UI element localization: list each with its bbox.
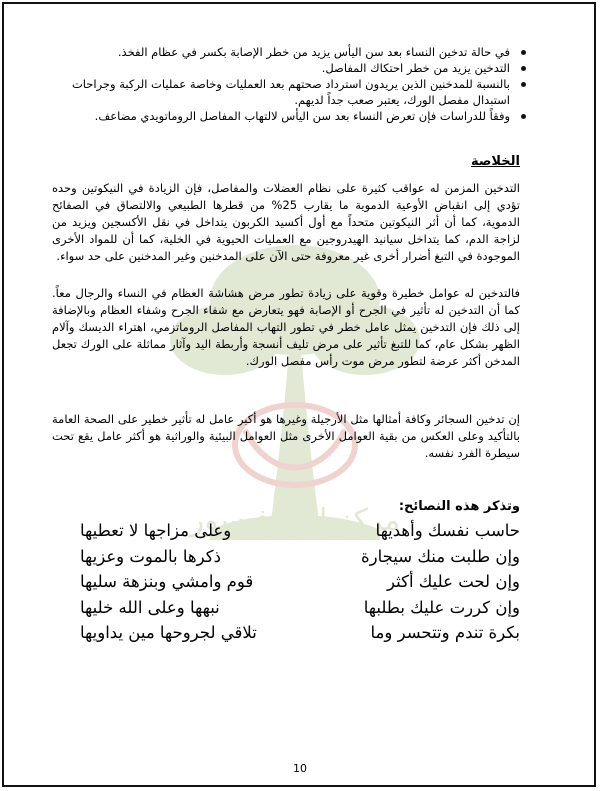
poem-hemistich-second: وعلى مزاجها لا تعطيها — [80, 521, 232, 540]
poem-hemistich-first: حاسب نفسك وأهديها — [375, 521, 520, 540]
poem-verse — [80, 595, 520, 621]
poem-hemistich-second: تلاقي لجروحها مين يداويها — [80, 623, 257, 642]
poem-verse — [80, 569, 520, 595]
poem-hemistich-second: قوم وامشي وبنزهة سليها — [80, 572, 254, 591]
advice-title: وتذكر هذه النصائح: — [398, 499, 520, 514]
poem — [80, 518, 520, 646]
summary-paragraph-1: التدخين المزمن له عواقب كثيرة على نظام العضلات والمفاصل، فإن الزيادة في النيكوتين وحده تؤدي إلى انقباض الأوعية الدموية ما يقارب 25% من قطرها الطبيعي والالتصاق في الصفائح الدموية، كما أن أثر النيكوتين متحداً مع أول أكسيد الكربون يتداخل في نقل الأكسجين ويزيد من لزاجة الدم، كما يتداخل سيانيد الهيدروجين مع العمليات الحيوية في الخلية، كما أن للمواد الأخرى الموجودة في التبغ أضرار أخرى غير معروفة حتى الآن على المدخنين وغير المدخنين على حد سواء. — [52, 181, 520, 263]
poem-hemistich-second: ذكرها بالموت وعزيها — [80, 546, 221, 566]
summary-paragraph-3: إن تدخين السجائر وكافة أمثالها مثل الأرجيلة وغيرها هو أكبر عامل له تأثير خطير على الصحة العامة بالتأكيد وعلى العكس من بقية العوامل الأخرى مثل العوامل البيئية والوراثية هو أكثر عامل يقع تحت سيطرة الفرد نفسه. — [52, 412, 520, 460]
poem-verse — [80, 620, 520, 646]
list-item: في حالة تدخين النساء بعد سن اليأس يزيد من خطر الإصابة بكسر في عظام الفخذ. — [52, 44, 510, 60]
list-item: التدخين يزيد من خطر احتكاك المفاصل. — [52, 60, 510, 76]
summary-heading: الخلاصة — [470, 154, 520, 169]
list-item: وفقاً للدراسات فإن تعرض النساء بعد سن اليأس لالتهاب المفاصل الروماتويدي مضاعف. — [52, 108, 510, 124]
poem-hemistich-first: بكرة تندم وتتحسر وما — [370, 623, 520, 642]
poem-verse — [80, 518, 520, 544]
watermark-text: مركز البروفيسور — [189, 503, 401, 538]
poem-hemistich-first: وإن كررت عليك بطلبها — [363, 597, 520, 617]
poem-hemistich-first: وإن طلبت منك سيجارة — [361, 546, 520, 566]
list-item: بالنسبة للمدخنين الذين يريدون استرداد صحتهم بعد العمليات وخاصة عمليات الركبة وجراحات استبدال مفصل الورك، يعتبر صعب جداً لديهم. — [52, 76, 510, 108]
poem-verse — [80, 544, 520, 570]
bullet-list — [52, 44, 528, 124]
poem-hemistich-second: نبهها وعلى الله خليها — [80, 597, 220, 617]
summary-paragraph-2: فالتدخين له عوامل خطيرة وقوية على زيادة تطور مرض هشاشة العظام في النساء والرجال معاً. كما أن التدخين له تأثير في الجرح أو الإصابة فهو يتعارض مع شفاء الجرح وشفاء العظام وبالإضافة إلى ذلك فإن التدخين يمثل عامل خطر في تطور التهاب المفاصل الروماتزمي، اهتراء الديسك وآلام الظهر بشكل عام، كما للتبغ تأثير على مرض تليف أنسجة وأربطة اليد وآثار مماثلة على الورك تجعل المدخن أكثر عرضة لتطور مرض موت رأس مفصل الورك. — [52, 286, 520, 368]
page-number: 10 — [293, 762, 307, 775]
poem-hemistich-first: وإن لحت عليك أكثر — [387, 572, 520, 591]
